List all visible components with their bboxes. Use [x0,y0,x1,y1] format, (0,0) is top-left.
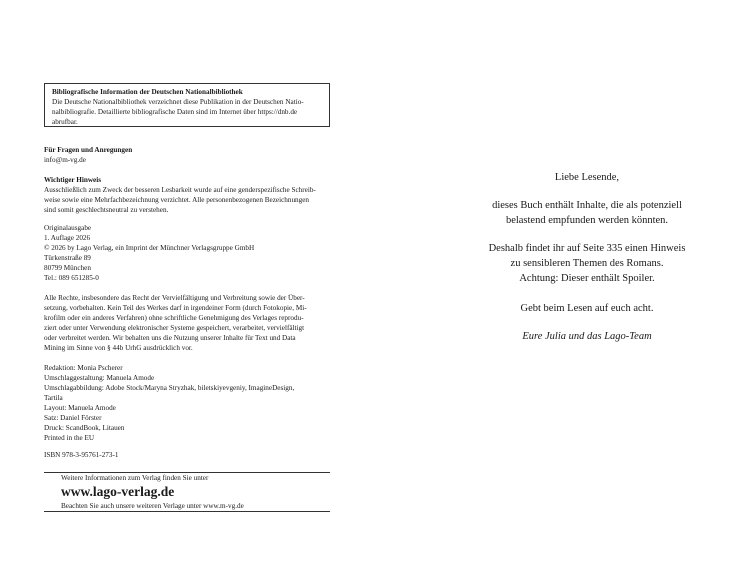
edition-line: Türkenstraße 89 [44,254,91,262]
content-warning-page [375,0,750,583]
rights-block [44,293,334,353]
rights-line: oder verbreitet werden. Wir behalten uns die Nutzung unserer Inhalte für Text und Data [44,334,296,342]
publisher-web-box [44,472,330,512]
edition-line: 1. Auflage 2026 [44,234,91,242]
credits-line: Tartila [44,394,63,402]
warning-line: Deshalb findet ihr auf Seite 335 einen Hinweis [488,243,686,254]
warning-line: belastend empfunden werden könnten. [505,215,669,226]
bibliographic-info-line: abrufbar. [52,118,78,126]
notice-line: sind somit geschlechtsneutral zu verstehen. [44,206,169,214]
credits-line: Satz: Daniel Förster [44,414,102,422]
signature: Eure Julia und das Lago-Team [522,331,652,342]
credits-line: Druck: ScandBook, Litauen [44,424,125,432]
publisher-website-link[interactable]: www.lago-verlag.de [61,484,175,499]
contact-email: info@m-vg.de [44,156,86,164]
greeting: Liebe Lesende, [554,172,620,183]
warning-paragraph-2 [469,241,705,286]
rights-line: krofilm oder ein anderes Verfahren) ohne schriftliche Genehmigung des Verlages reprodu- [44,314,304,322]
edition-line: © 2026 by Lago Verlag, ein Imprint der Münchner Verlagsgruppe GmbH [44,244,255,252]
contact-block [44,145,334,165]
credits-block [44,363,334,443]
warning-line: dieses Buch enthält Inhalte, die als potenziell [492,200,682,211]
notice-heading: Wichtiger Hinweis [44,176,102,184]
warning-line: zu sensibleren Themen des Romans. [510,258,664,269]
edition-line: Tel.: 089 651285-0 [44,274,99,282]
care-note: Gebt beim Lesen auf euch acht. [520,303,654,314]
credits-line: Umschlaggestaltung: Manuela Amode [44,374,155,382]
notice-line: weise sowie eine Mehrfachbezeichnung verzichtet. Alle personenbezogenen Bezeichnungen [44,196,310,204]
rights-line: setzung, vorbehalten. Kein Teil des Werkes darf in irgendeiner Form (durch Fotokopie, Mi- [44,304,307,312]
web-intro: Weitere Informationen zum Verlag finden Sie unter [61,474,209,482]
notice-line: Ausschließlich zum Zweck der besseren Lesbarkeit wurde auf eine genderspezifische Schreib- [44,186,316,194]
warning-line: Achtung: Dieser enthält Spoiler. [519,273,655,284]
rights-line: Mining im Sinne von § 44b UrhG ausdrücklich vor. [44,344,193,352]
edition-line: Originalausgabe [44,224,92,232]
contact-heading: Für Fragen und Anregungen [44,146,133,154]
isbn: ISBN 978-3-95761-273-1 [44,451,119,459]
credits-line: Umschlagabbildung: Adobe Stock/Maryna Stryzhak, biletskiyevgeniy, ImagineDesign, [44,384,295,392]
bibliographic-info-box [44,83,330,127]
notice-block [44,175,334,215]
credits-line: Printed in the EU [44,434,95,442]
rights-line: ziert oder unter Verwendung elektronischer Systeme gespeichert, verarbeitet, vervielfältigt [44,324,305,332]
bibliographic-info-line: Die Deutsche Nationalbibliothek verzeichnet diese Publikation in der Deutschen Natio- [52,98,304,106]
web-outro: Beachten Sie auch unsere weiteren Verlage unter www.m-vg.de [61,502,244,510]
warning-paragraph-1 [469,198,705,228]
edition-line: 80799 München [44,264,91,272]
rights-line: Alle Rechte, insbesondere das Recht der Vervielfältigung und Verbreitung sowie der Über- [44,294,305,302]
credits-line: Redaktion: Monia Pscherer [44,364,123,372]
edition-block [44,223,334,283]
credits-line: Layout: Manuela Amode [44,404,116,412]
bibliographic-info-title: Bibliografische Information der Deutschen Nationalbibliothek [52,88,243,96]
bibliographic-info-line: nalbibliografie. Detaillierte bibliografische Daten sind im Internet über https://dnb.de [52,108,298,116]
